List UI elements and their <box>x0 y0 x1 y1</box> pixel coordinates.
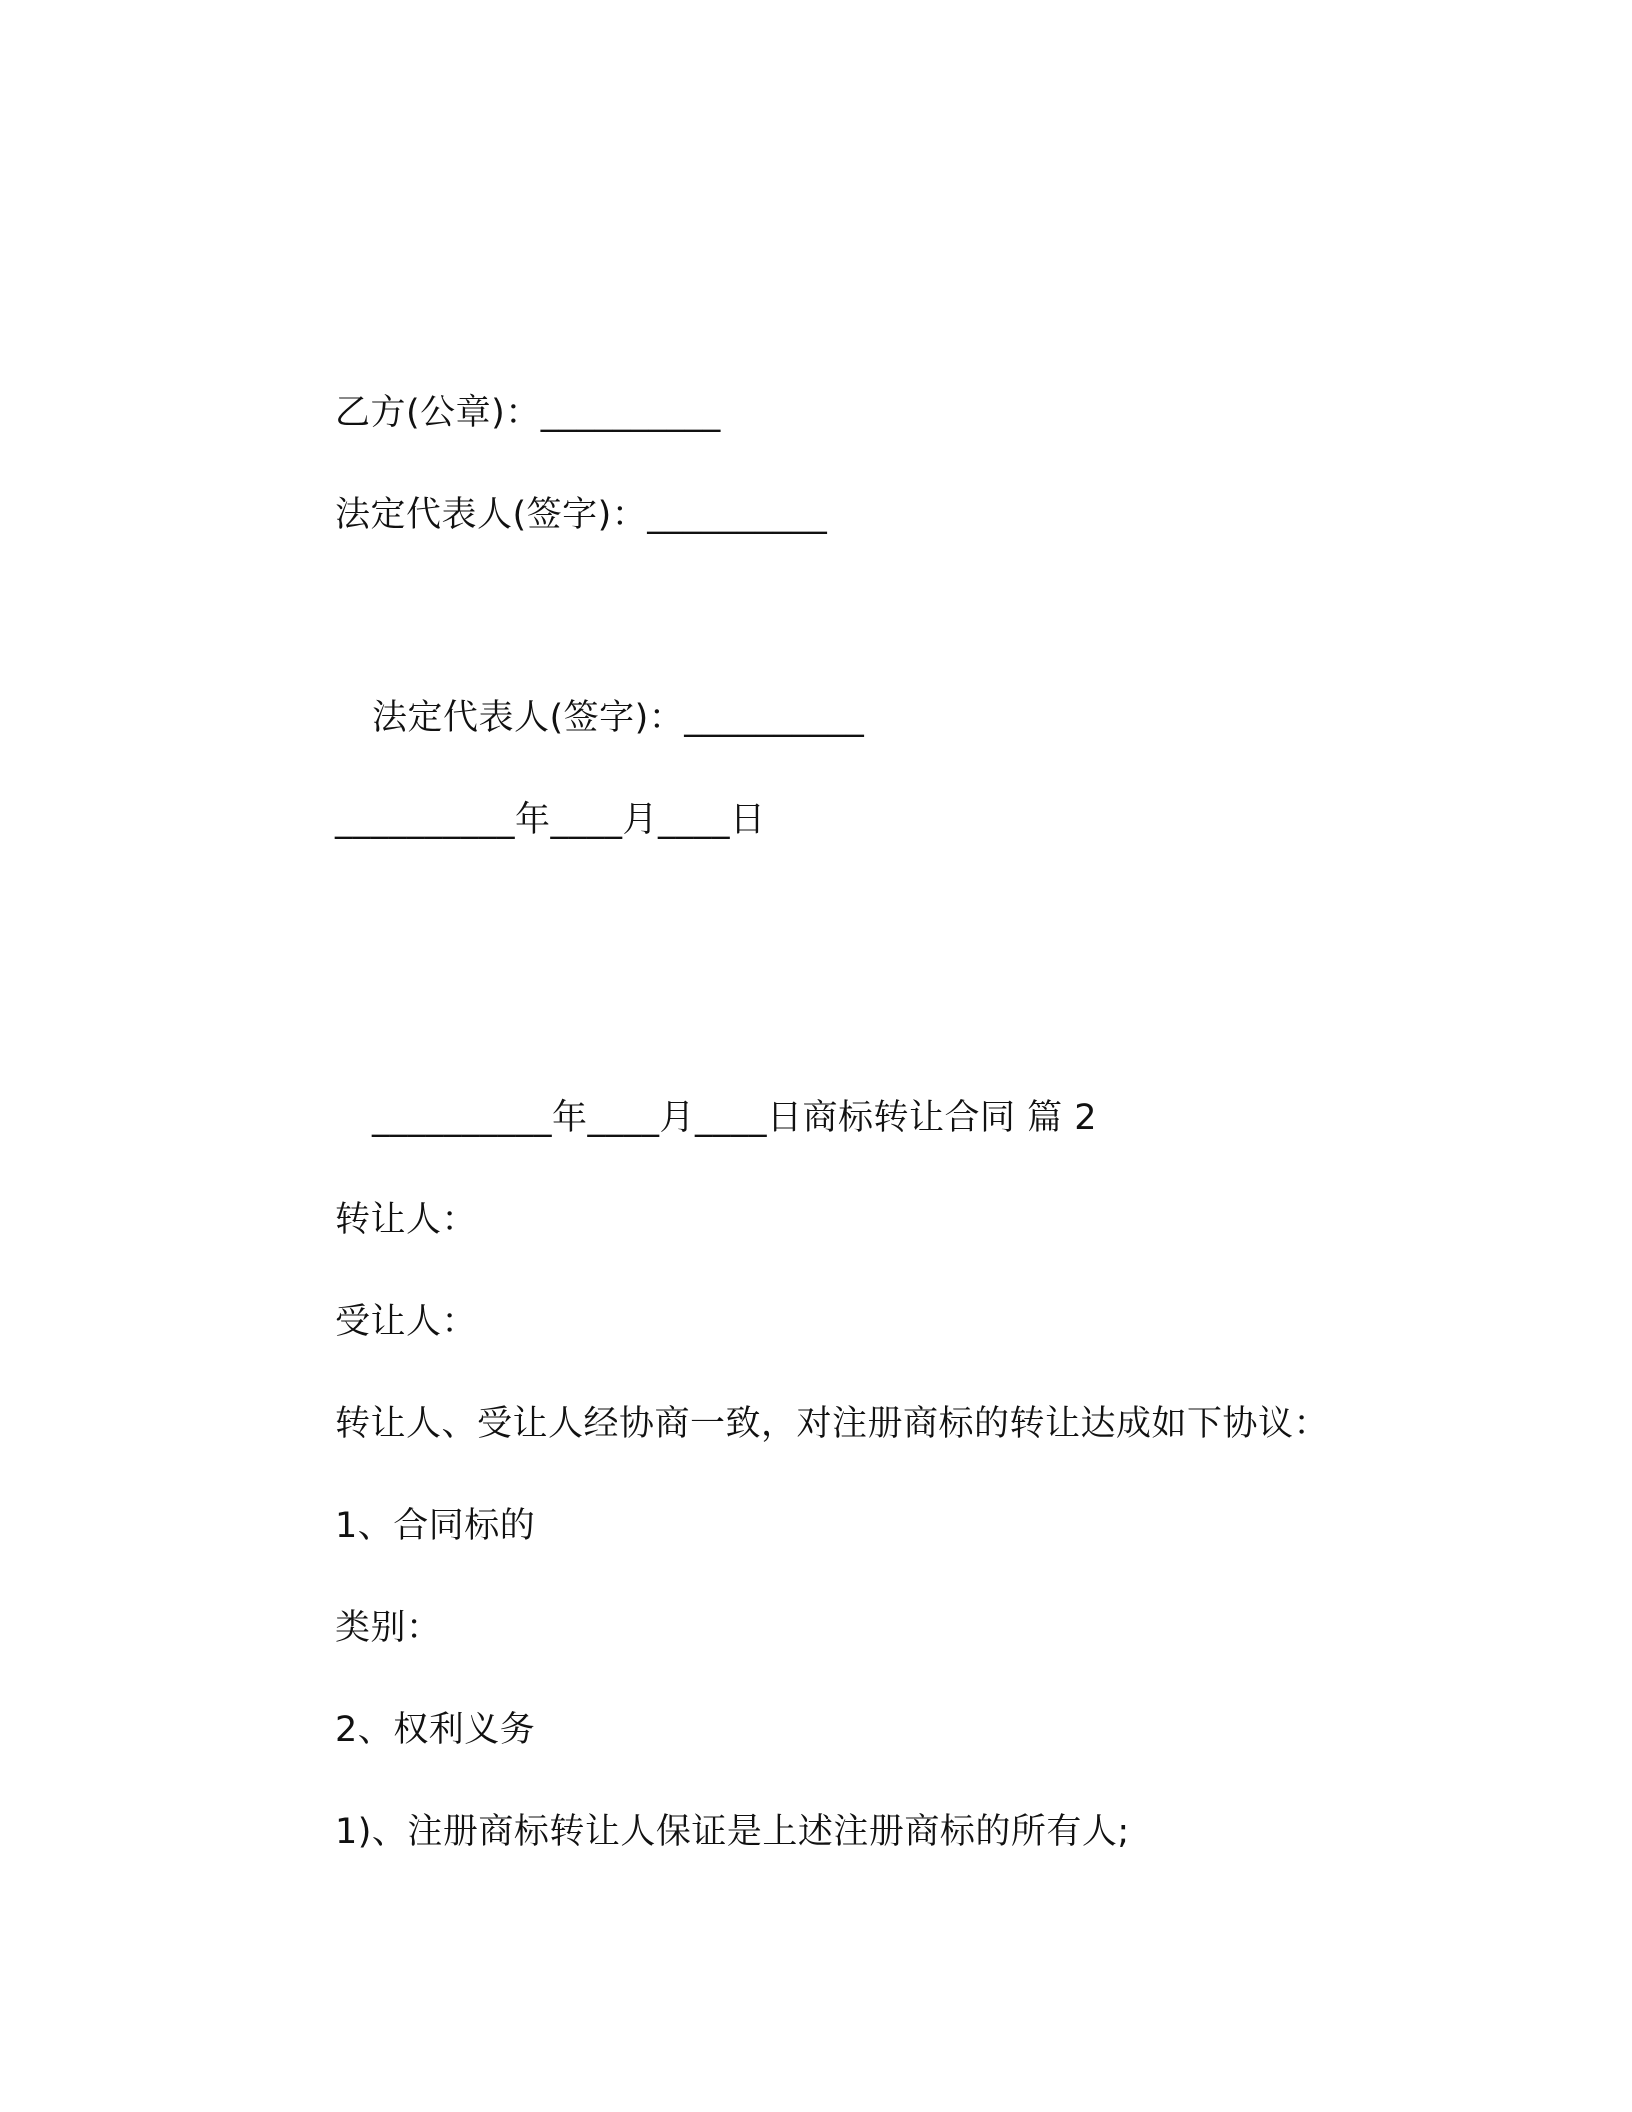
contract-title-line: __________年____月____日商标转让合同 篇 2 <box>372 1098 1098 1138</box>
transferor-line: 转让人： <box>335 1200 478 1240</box>
clause-1-paragraph: 1)、注册商标转让人保证是上述注册商标的所有人; <box>335 1812 1130 1852</box>
section-1-heading: 1、合同标的 <box>335 1506 536 1546</box>
transferee-line: 受让人： <box>335 1302 478 1342</box>
category-line: 类别： <box>335 1608 442 1648</box>
section-2-heading: 2、权利义务 <box>335 1710 536 1750</box>
legal-representative-signature-line: 法定代表人(签字)：__________ <box>335 495 828 535</box>
legal-representative-signature-line-indented: 法定代表人(签字)：__________ <box>372 698 865 738</box>
agreement-intro-paragraph: 转让人、受让人经协商一致，对注册商标的转让达成如下协议： <box>335 1404 1330 1444</box>
party-b-seal-line: 乙方(公章)：__________ <box>335 393 721 433</box>
date-line: __________年____月____日 <box>335 800 766 840</box>
